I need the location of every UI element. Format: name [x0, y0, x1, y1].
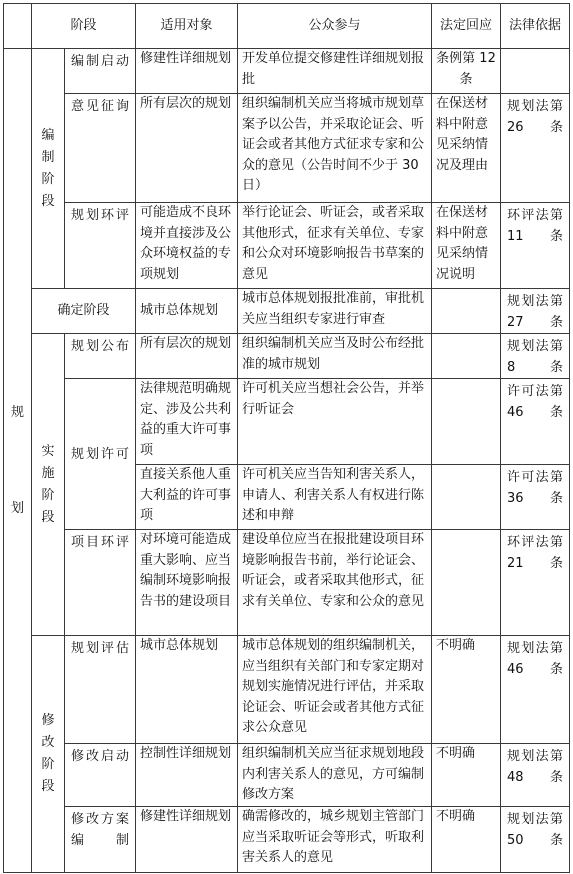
target-cell: 城市总体规划: [136, 636, 238, 744]
target-cell: 控制性详细规划: [136, 744, 238, 807]
target-cell: 对环境可能造成重大影响、应当编制环境影响报告书的建设项目: [136, 530, 238, 636]
participation-cell: 许可机关应当想社会公告，并举行听证会: [238, 379, 432, 465]
target-cell: 可能造成不良环境并直接涉及公众环境权益的专项规划: [136, 203, 238, 289]
stage-cell: 修改方案编制: [65, 807, 136, 873]
basis-cell: 规划法第 50条: [501, 807, 570, 873]
table-row: [4, 636, 570, 744]
target-cell: 直接关系他人重大利益的许可事项: [136, 465, 238, 530]
response-cell: [432, 379, 501, 465]
stage-cell: 项目环评: [65, 530, 136, 636]
phase-compile: 编制阶段: [32, 49, 65, 289]
basis-cell: 许可法第 36 条: [501, 465, 570, 530]
header-target: 适用对象: [136, 4, 238, 49]
basis-cell: 环评法第 21 条: [501, 530, 570, 636]
header-basis: 法律依据: [501, 4, 570, 49]
table-row: [4, 334, 570, 379]
response-cell: [432, 334, 501, 379]
table-row: [4, 379, 570, 465]
header-participation: 公众参与: [238, 4, 432, 49]
target-cell: 法律规范明确规定、涉及公共利益的重大许可事项: [136, 379, 238, 465]
response-cell: 条例第 12 条: [432, 49, 501, 94]
basis-cell: 环评法第11条: [501, 203, 570, 289]
table-row: [4, 807, 570, 873]
participation-cell: 举行论证会、听证会，或者采取其他形式，征求有关单位、专家和公众对环境影响报告书草案的意见: [238, 203, 432, 289]
table-row: [4, 530, 570, 636]
stage-cell: 规划许可: [65, 379, 136, 530]
phase-confirm: 确定阶段: [32, 289, 136, 334]
participation-cell: 城市总体规划的组织编制机关，应当组织有关部门和专家定期对规划实施情况进行评估，并采取论证会、听证会或者其他方式征求公众意见: [238, 636, 432, 744]
stage-cell: 规划评估: [65, 636, 136, 744]
header-stage: 阶段: [32, 4, 136, 49]
stage-cell: 规划公布: [65, 334, 136, 379]
basis-cell: 许可法第 46 条: [501, 379, 570, 465]
participation-cell: 建设单位应当在报批建设项目环境影响报告书前，举行论证会、听证会，或者采取其他形式，征求有关单位、专家和公众的意见: [238, 530, 432, 636]
planning-label-cell: [4, 49, 32, 873]
response-cell: 不明确: [432, 636, 501, 744]
public-participation-table: [3, 3, 570, 873]
response-cell: 不明确: [432, 807, 501, 873]
response-cell: [432, 289, 501, 334]
phase-implement: 实施阶段: [32, 334, 65, 636]
basis-cell: 规划法第 27条: [501, 289, 570, 334]
target-cell: 修建性详细规划: [136, 807, 238, 873]
target-cell: 修建性详细规划: [136, 49, 238, 94]
stage-cell: 规划环评: [65, 203, 136, 289]
response-cell: 在保送材料中附意见采纳情况及理由: [432, 94, 501, 203]
response-cell: 不明确: [432, 744, 501, 807]
response-cell: [432, 465, 501, 530]
stage-cell: 意见征询: [65, 94, 136, 203]
table-row: [4, 49, 570, 94]
corner-cell: [4, 4, 32, 49]
participation-cell: 确需修改的，城乡规划主管部门应当采取听证会等形式，听取利害关系人的意见: [238, 807, 432, 873]
target-cell: 所有层次的规划: [136, 334, 238, 379]
basis-cell: 规划法第 8 条: [501, 334, 570, 379]
basis-cell: 规划法第 46条: [501, 636, 570, 744]
response-cell: [432, 530, 501, 636]
phase-modify: 修改阶段: [32, 636, 65, 873]
table-row: [4, 94, 570, 203]
participation-cell: 许可机关应当告知利害关系人，申请人、利害关系人有权进行陈述和申辩: [238, 465, 432, 530]
participation-cell: 开发单位提交修建性详细规划报批: [238, 49, 432, 94]
table-row: [4, 744, 570, 807]
basis-cell: 规划法第 48条: [501, 744, 570, 807]
planning-label: 规划: [10, 404, 24, 516]
participation-cell: 组织编制机关应当将城市规划草案予以公告，并采取论证会、听证会或者其他方式征求专家和公众的意见（公告时间不少于 30 日）: [238, 94, 432, 203]
target-cell: 所有层次的规划: [136, 94, 238, 203]
participation-cell: 城市总体规划报批准前，审批机关应当组织专家进行审查: [238, 289, 432, 334]
basis-cell: [501, 49, 570, 94]
stage-cell: 修改启动: [65, 744, 136, 807]
header-response: 法定回应: [432, 4, 501, 49]
stage-cell: 编制启动: [65, 49, 136, 94]
response-cell: 在保送材料中附意见采纳情况说明: [432, 203, 501, 289]
participation-cell: 组织编制机关应当征求规划地段内利害关系人的意见，方可编制修改方案: [238, 744, 432, 807]
table-row: [4, 289, 570, 334]
target-cell: 城市总体规划: [136, 289, 238, 334]
participation-cell: 组织编制机关应当及时公布经批准的城市规划: [238, 334, 432, 379]
basis-cell: 规划法第26条: [501, 94, 570, 203]
header-row: [4, 4, 570, 49]
table-row: [4, 203, 570, 289]
